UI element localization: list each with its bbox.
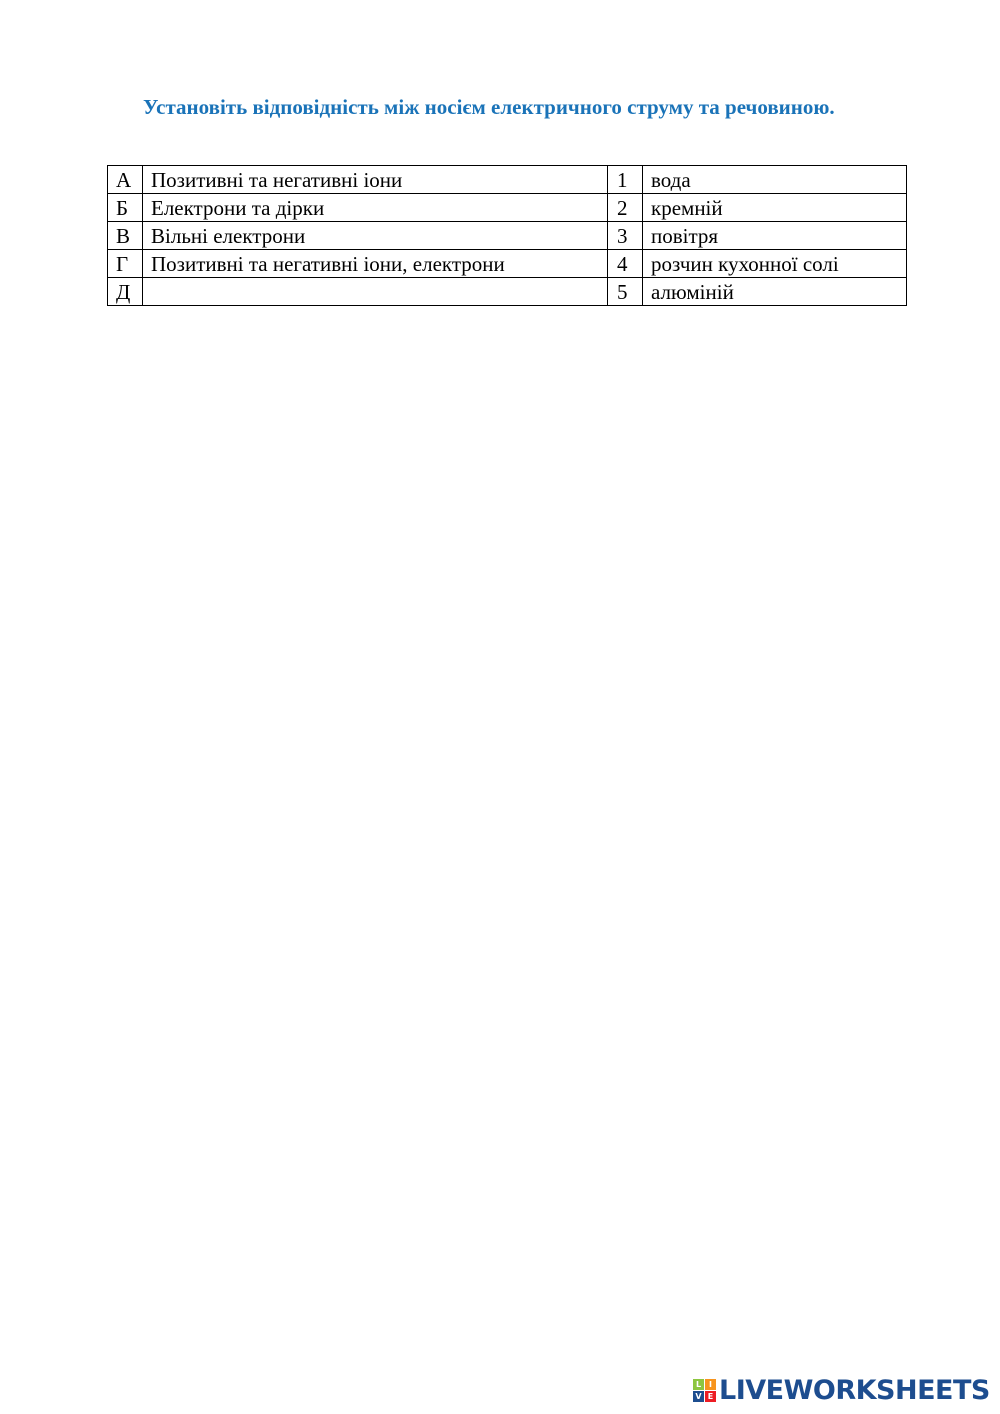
substance-cell: розчин кухонної солі [643, 250, 907, 278]
page-title: Установіть відповідність між носієм електричного струму та речовиною. [143, 95, 835, 119]
table-row [108, 250, 907, 278]
row-number: 5 [608, 278, 643, 306]
table-row [108, 278, 907, 306]
substance-cell: алюміній [643, 278, 907, 306]
table-row [108, 222, 907, 250]
logo-mark-tile: L [693, 1379, 704, 1390]
substance-cell: кремній [643, 194, 907, 222]
row-letter: Г [108, 250, 143, 278]
row-letter: Д [108, 278, 143, 306]
row-letter: А [108, 166, 143, 194]
carrier-cell: Електрони та дірки [143, 194, 608, 222]
row-number: 4 [608, 250, 643, 278]
logo-mark-icon [693, 1379, 716, 1402]
table-row [108, 166, 907, 194]
carrier-cell: Вільні електрони [143, 222, 608, 250]
matching-table [107, 165, 907, 306]
carrier-cell: Позитивні та негативні іони [143, 166, 608, 194]
carrier-cell: Позитивні та негативні іони, електрони [143, 250, 608, 278]
row-letter: Б [108, 194, 143, 222]
carrier-cell [143, 278, 608, 306]
logo-mark-tile: I [705, 1379, 716, 1390]
logo-text: LIVEWORKSHEETS [719, 1374, 990, 1406]
liveworksheets-logo [693, 1375, 990, 1405]
substance-cell: повітря [643, 222, 907, 250]
row-letter: В [108, 222, 143, 250]
substance-cell: вода [643, 166, 907, 194]
row-number: 1 [608, 166, 643, 194]
row-number: 2 [608, 194, 643, 222]
logo-mark-tile: V [693, 1391, 704, 1402]
table-row [108, 194, 907, 222]
row-number: 3 [608, 222, 643, 250]
logo-mark-tile: E [705, 1391, 716, 1402]
